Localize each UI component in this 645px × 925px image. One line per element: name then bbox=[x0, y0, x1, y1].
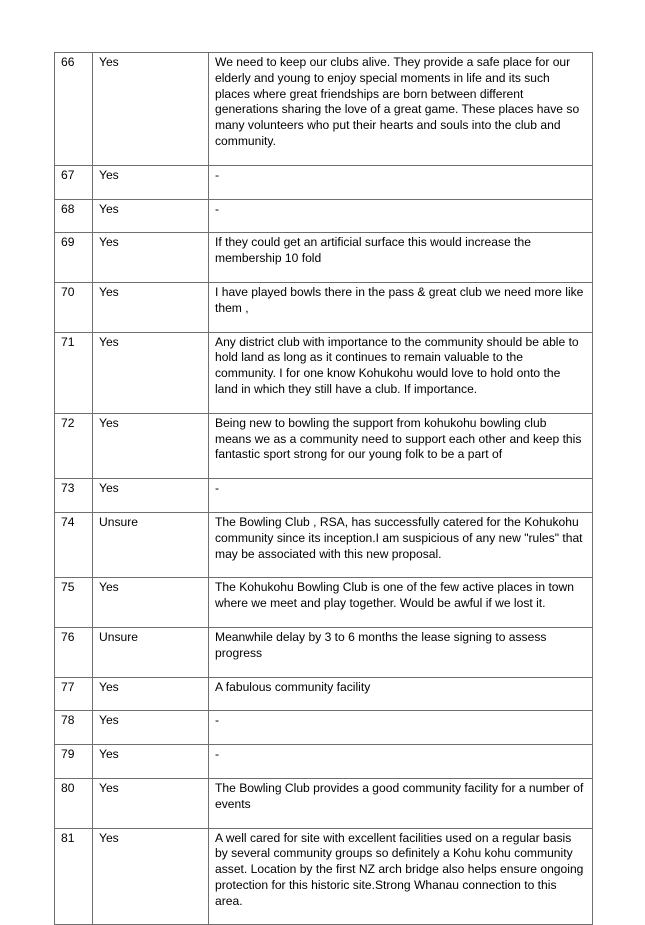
response-answer-cell: Yes bbox=[93, 53, 209, 166]
responses-table-body bbox=[55, 53, 593, 925]
response-number-cell: 69 bbox=[55, 233, 93, 283]
response-comment-cell: Being new to bowling the support from kohukohu bowling club means we as a community need to support each other and keep this fantastic sport strong for our young folk to be a part of bbox=[209, 413, 593, 478]
response-comment-cell: A fabulous community facility bbox=[209, 677, 593, 711]
table-row bbox=[55, 578, 593, 628]
response-comment-cell: - bbox=[209, 199, 593, 233]
response-answer-cell: Yes bbox=[93, 332, 209, 413]
response-number-cell: 71 bbox=[55, 332, 93, 413]
response-answer-cell: Yes bbox=[93, 479, 209, 513]
response-answer-cell: Yes bbox=[93, 233, 209, 283]
response-comment-cell: I have played bowls there in the pass & great club we need more like them , bbox=[209, 282, 593, 332]
response-number-cell: 68 bbox=[55, 199, 93, 233]
response-number-cell: 75 bbox=[55, 578, 93, 628]
response-comment-cell: - bbox=[209, 745, 593, 779]
response-number-cell: 76 bbox=[55, 627, 93, 677]
response-answer-cell: Unsure bbox=[93, 627, 209, 677]
response-comment-cell: The Bowling Club , RSA, has successfully catered for the Kohukohu community since its inception.I am suspicious of any new "rules" that may be associated with this new proposal. bbox=[209, 512, 593, 577]
response-number-cell: 80 bbox=[55, 778, 93, 828]
table-row bbox=[55, 413, 593, 478]
response-number-cell: 72 bbox=[55, 413, 93, 478]
response-number-cell: 67 bbox=[55, 165, 93, 199]
response-comment-cell: We need to keep our clubs alive. They provide a safe place for our elderly and young to enjoy special moments in life and its such places where great friendships are born between different generations sharing the love of a great game. These places have so many volunteers who put their hearts and souls into the club and community. bbox=[209, 53, 593, 166]
table-row bbox=[55, 282, 593, 332]
response-answer-cell: Yes bbox=[93, 578, 209, 628]
response-number-cell: 81 bbox=[55, 828, 93, 925]
table-row bbox=[55, 199, 593, 233]
table-row bbox=[55, 53, 593, 166]
response-comment-cell: - bbox=[209, 165, 593, 199]
response-comment-cell: Any district club with importance to the community should be able to hold land as long as it continues to remain valuable to the community. I for one know Kohukohu would love to hold onto the land in which they still have a club. If importance. bbox=[209, 332, 593, 413]
table-row bbox=[55, 233, 593, 283]
response-answer-cell: Yes bbox=[93, 677, 209, 711]
response-answer-cell: Yes bbox=[93, 413, 209, 478]
response-comment-cell: A well cared for site with excellent facilities used on a regular basis by several community groups so definitely a Kohu kohu community asset. Location by the first NZ arch bridge also helps ensure ongoing protection for this historic site.Strong Whanau connection to this area. bbox=[209, 828, 593, 925]
table-row bbox=[55, 711, 593, 745]
response-comment-cell: - bbox=[209, 711, 593, 745]
response-answer-cell: Yes bbox=[93, 778, 209, 828]
response-number-cell: 74 bbox=[55, 512, 93, 577]
table-row bbox=[55, 677, 593, 711]
response-number-cell: 73 bbox=[55, 479, 93, 513]
table-row bbox=[55, 512, 593, 577]
table-row bbox=[55, 627, 593, 677]
response-number-cell: 79 bbox=[55, 745, 93, 779]
response-number-cell: 70 bbox=[55, 282, 93, 332]
response-comment-cell: If they could get an artificial surface this would increase the membership 10 fold bbox=[209, 233, 593, 283]
responses-table bbox=[54, 52, 593, 925]
response-answer-cell: Yes bbox=[93, 711, 209, 745]
response-answer-cell: Unsure bbox=[93, 512, 209, 577]
response-answer-cell: Yes bbox=[93, 199, 209, 233]
response-comment-cell: Meanwhile delay by 3 to 6 months the lease signing to assess progress bbox=[209, 627, 593, 677]
response-answer-cell: Yes bbox=[93, 828, 209, 925]
response-comment-cell: - bbox=[209, 479, 593, 513]
table-row bbox=[55, 479, 593, 513]
table-row bbox=[55, 165, 593, 199]
response-answer-cell: Yes bbox=[93, 165, 209, 199]
response-number-cell: 78 bbox=[55, 711, 93, 745]
table-row bbox=[55, 745, 593, 779]
table-row bbox=[55, 828, 593, 925]
response-answer-cell: Yes bbox=[93, 282, 209, 332]
table-row bbox=[55, 332, 593, 413]
response-comment-cell: The Bowling Club provides a good community facility for a number of events bbox=[209, 778, 593, 828]
response-number-cell: 77 bbox=[55, 677, 93, 711]
response-answer-cell: Yes bbox=[93, 745, 209, 779]
response-comment-cell: The Kohukohu Bowling Club is one of the few active places in town where we meet and play together. Would be awful if we lost it. bbox=[209, 578, 593, 628]
table-row bbox=[55, 778, 593, 828]
response-number-cell: 66 bbox=[55, 53, 93, 166]
